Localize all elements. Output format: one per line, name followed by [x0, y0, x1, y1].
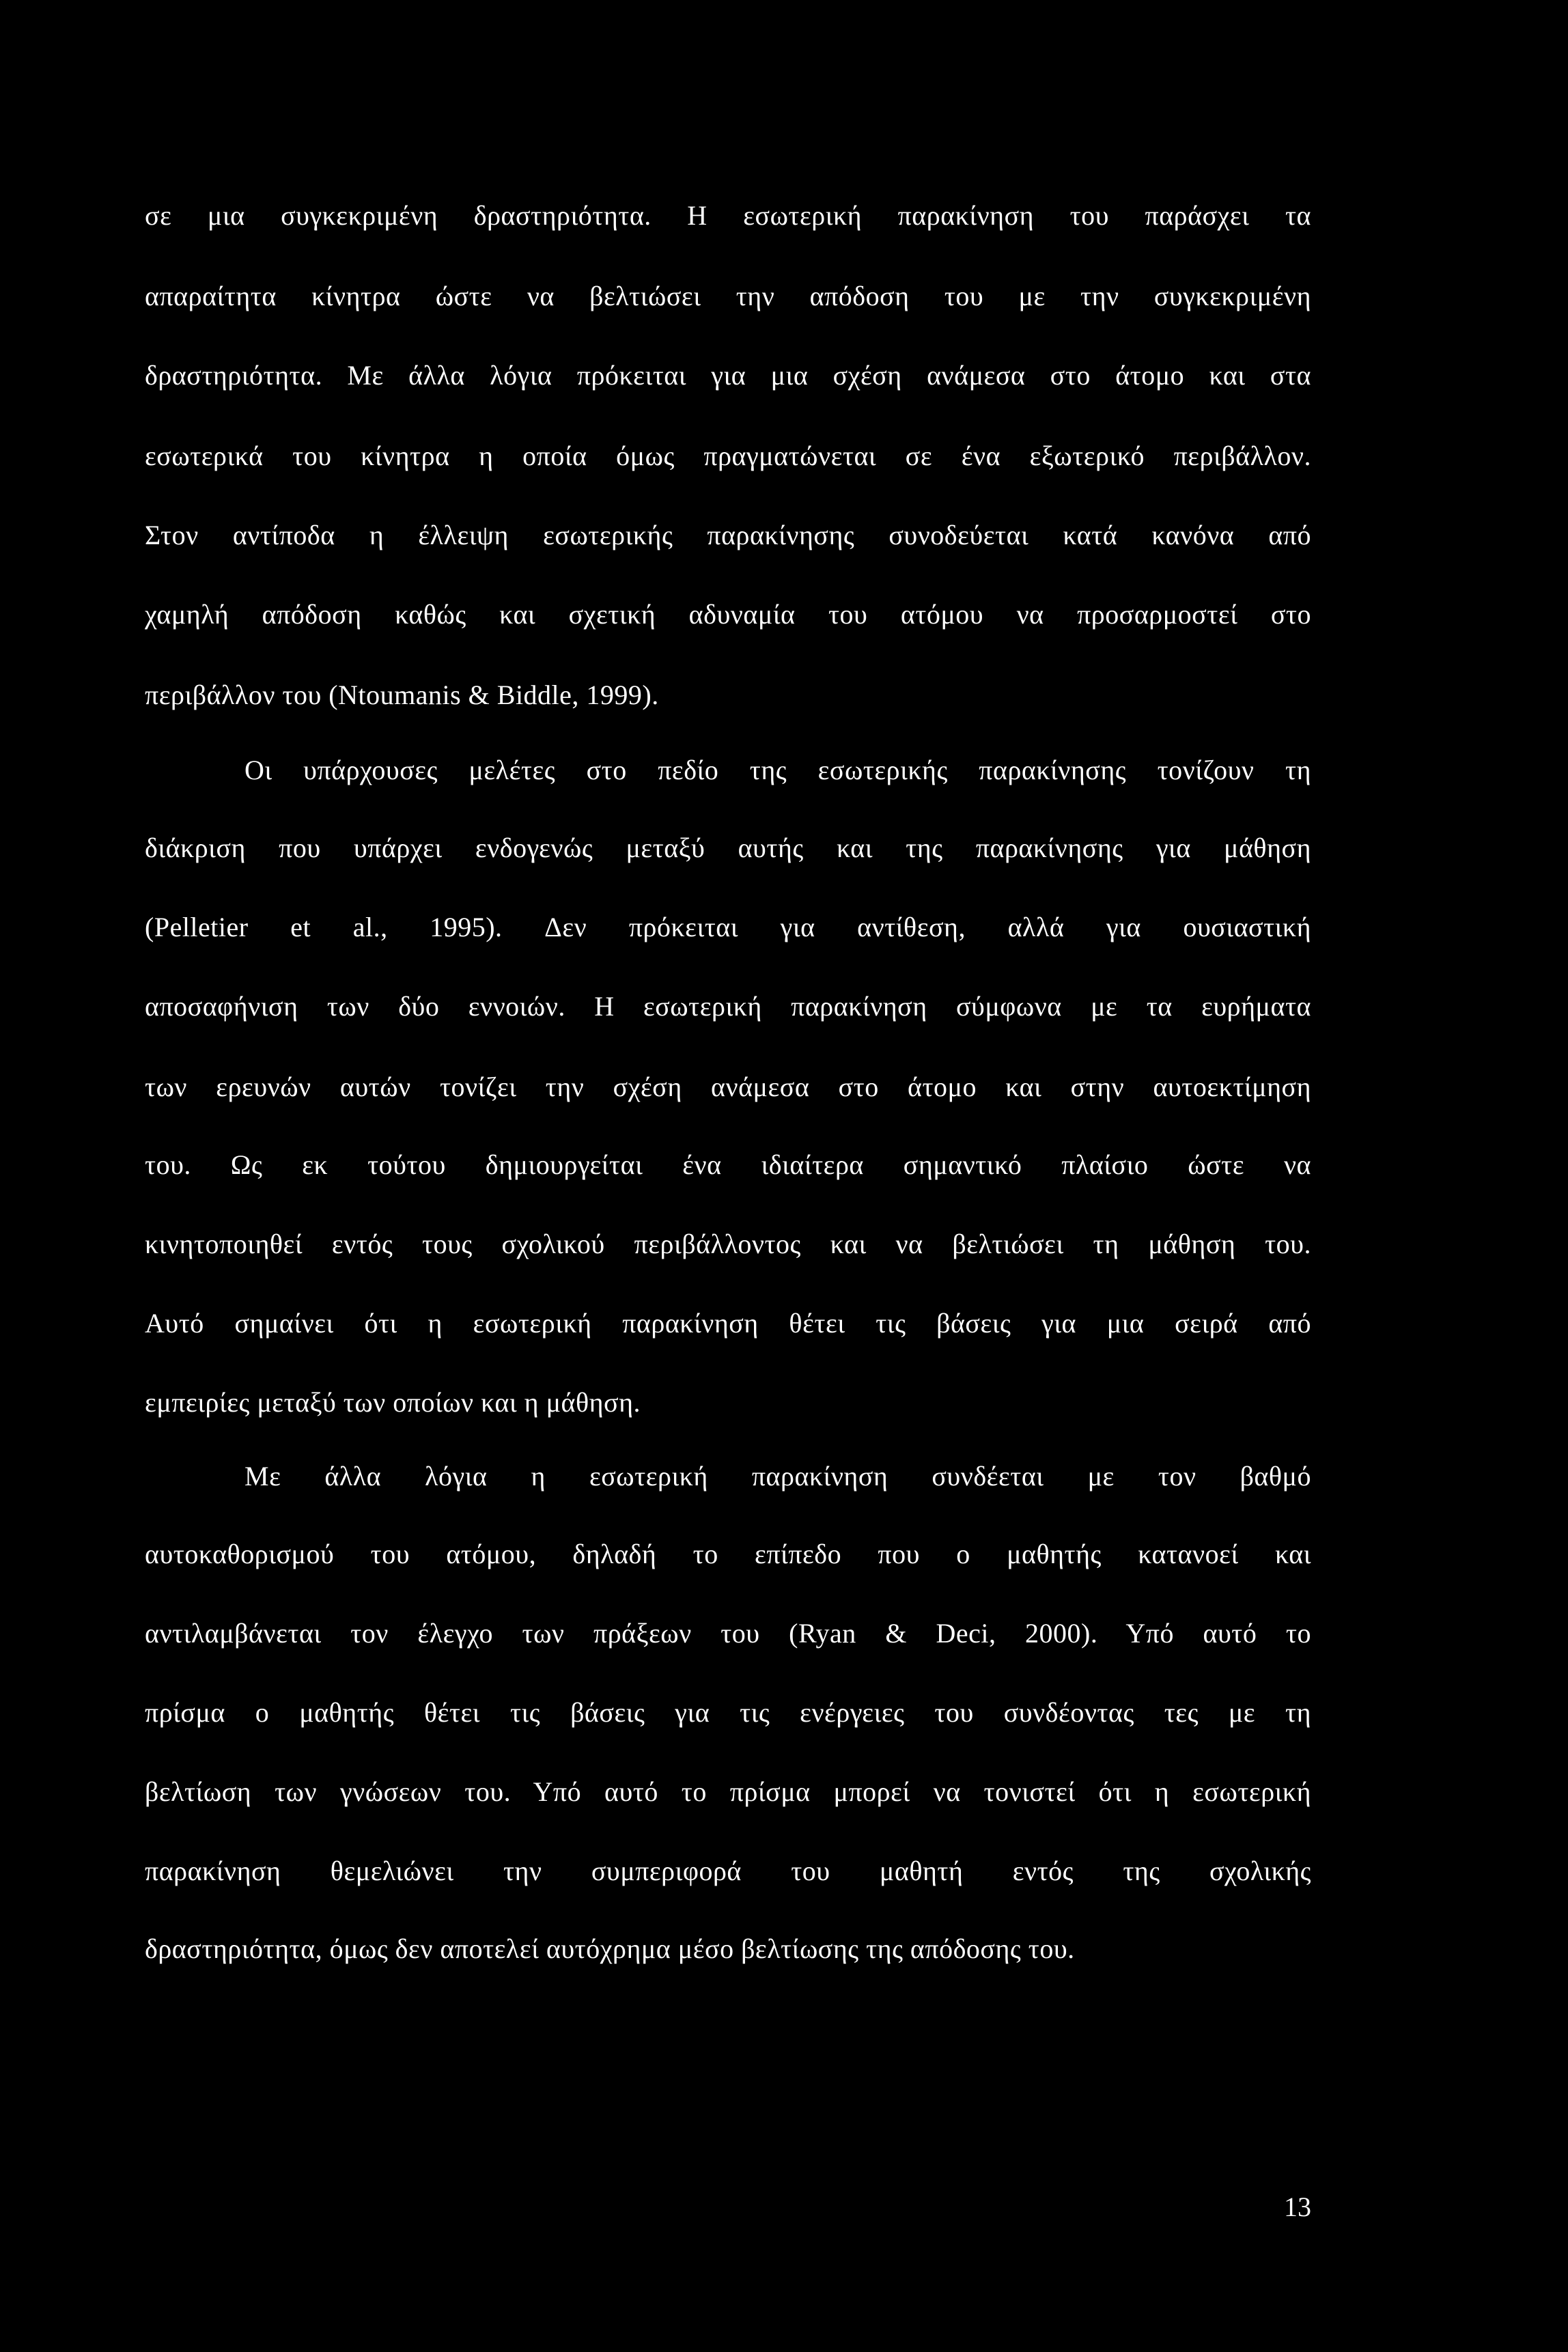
page-number: 13 — [1284, 2192, 1311, 2222]
text-line: αποσαφήνιση των δύο εννοιών. Η εσωτερική παρακίνηση σύμφωνα με τα ευρήματα — [145, 991, 1311, 1022]
text-line: κινητοποιηθεί εντός τους σχολικού περιβάλλοντος και να βελτιώσει τη μάθηση του. — [145, 1229, 1311, 1259]
text-line: διάκριση που υπάρχει ενδογενώς μεταξύ αυτής και της παρακίνησης για μάθηση — [145, 832, 1311, 863]
text-line: πρίσμα ο μαθητής θέτει τις βάσεις για τις ενέργειες του συνδέοντας τες με τη — [145, 1697, 1311, 1728]
text-line: παρακίνηση θεμελιώνει την συμπεριφορά του μαθητή εντός της σχολικής — [145, 1856, 1311, 1886]
paragraph-first-line: Με άλλα λόγια η εσωτερική παρακίνηση συνδέεται με τον βαθμό — [244, 1461, 1311, 1492]
text-line: δραστηριότητα. Με άλλα λόγια πρόκειται για μια σχέση ανάμεσα στο άτομο και στα — [145, 360, 1311, 391]
text-line: των ερευνών αυτών τονίζει την σχέση ανάμεσα στο άτομο και στην αυτοεκτίμηση — [145, 1072, 1311, 1102]
text-line: του. Ως εκ τούτου δημιουργείται ένα ιδιαίτερα σημαντικό πλαίσιο ώστε να — [145, 1149, 1311, 1180]
text-line: αντιλαμβάνεται τον έλεγχο των πράξεων του (Ryan & Deci, 2000). Υπό αυτό το — [145, 1618, 1311, 1649]
text-line: Στον αντίποδα η έλλειψη εσωτερικής παρακίνησης συνοδεύεται κατά κανόνα από — [145, 520, 1311, 550]
text-line: αυτοκαθορισμού του ατόμου, δηλαδή το επίπεδο που ο μαθητής κατανοεί και — [145, 1539, 1311, 1569]
text-line: σε μια συγκεκριμένη δραστηριότητα. Η εσωτερική παρακίνηση του παράσχει τα — [145, 200, 1311, 231]
text-line: απαραίτητα κίνητρα ώστε να βελτιώσει την απόδοση του με την συγκεκριμένη — [145, 281, 1311, 311]
text-line: δραστηριότητα, όμως δεν αποτελεί αυτόχρημα μέσο βελτίωσης της απόδοσης του. — [145, 1933, 1075, 1964]
text-line: βελτίωση των γνώσεων του. Υπό αυτό το πρίσμα μπορεί να τονιστεί ότι η εσωτερική — [145, 1776, 1311, 1807]
text-line: εσωτερικά του κίνητρα η οποία όμως πραγματώνεται σε ένα εξωτερικό περιβάλλον. — [145, 440, 1311, 471]
text-line: περιβάλλον του (Ntoumanis & Biddle, 1999). — [145, 680, 659, 710]
text-line: (Pelletier et al., 1995). Δεν πρόκειται για αντίθεση, αλλά για ουσιαστική — [145, 912, 1311, 942]
paragraph-first-line: Οι υπάρχουσες μελέτες στο πεδίο της εσωτερικής παρακίνησης τονίζουν τη — [244, 755, 1311, 785]
text-line: εμπειρίες μεταξύ των οποίων και η μάθηση. — [145, 1387, 641, 1418]
text-line: Αυτό σημαίνει ότι η εσωτερική παρακίνηση θέτει τις βάσεις για μια σειρά από — [145, 1308, 1311, 1339]
text-line: χαμηλή απόδοση καθώς και σχετική αδυναμία του ατόμου να προσαρμοστεί στο — [145, 599, 1311, 630]
